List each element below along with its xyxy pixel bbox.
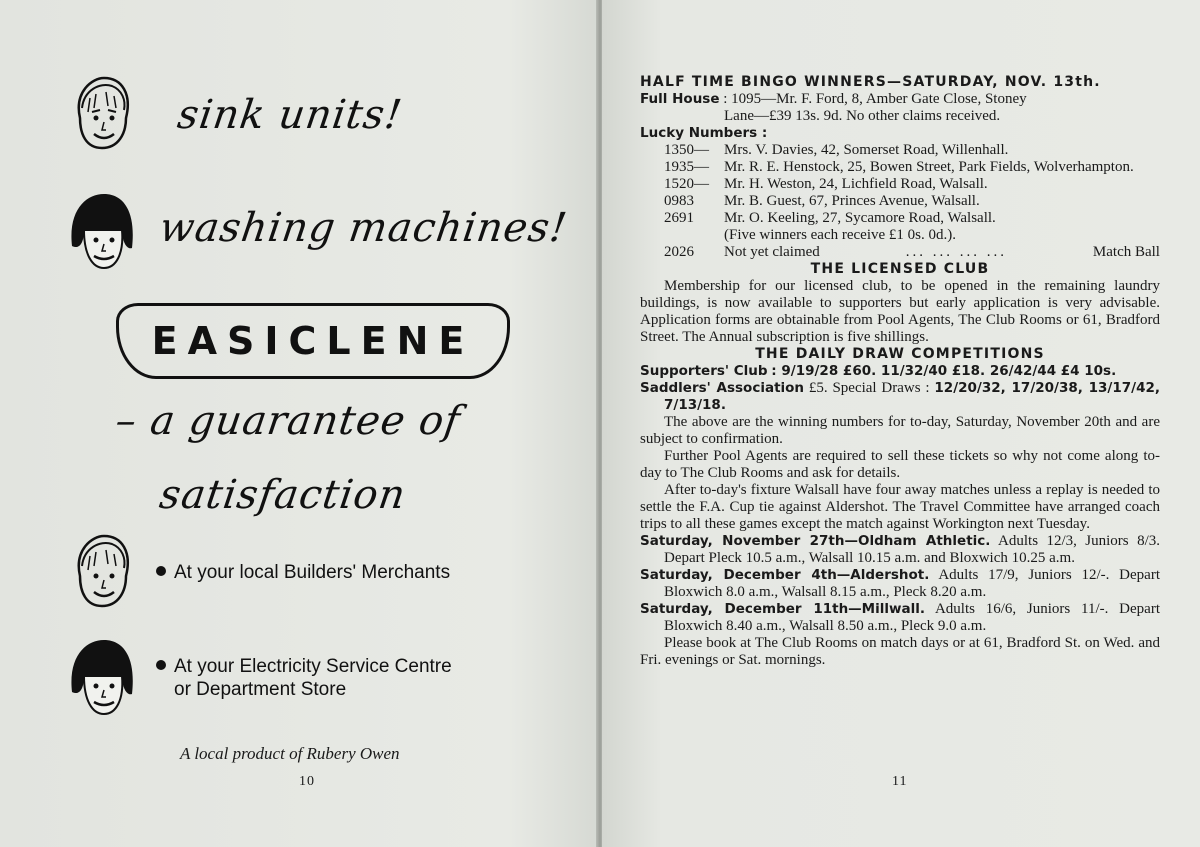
saddlers-text: £5. Special Draws :	[808, 380, 930, 396]
bullet-text: or Department Store	[174, 679, 347, 700]
lucky-winner: Mr. H. Weston, 24, Lichfield Road, Walsall.	[724, 176, 988, 192]
leader-dots: ... ... ... ...	[905, 244, 1007, 260]
draw-heading: THE DAILY DRAW COMPETITIONS	[755, 346, 1045, 362]
lucky-numbers-list	[640, 142, 1160, 261]
lucky-winner: Mr. B. Guest, 67, Princes Avenue, Walsall.	[724, 193, 980, 209]
paragraph: The above are the winning numbers for to-day, Saturday, November 20th and are subject to confirmation.	[640, 414, 1160, 447]
right-page-text	[640, 74, 1160, 669]
full-house-label: Full House	[640, 91, 720, 107]
full-house-continued: Lane—£39 13s. 9d. No other claims received.	[724, 108, 1001, 124]
slogan-line-3: – a guarantee of	[112, 398, 464, 444]
full-house-text: : 1095—Mr. F. Ford, 8, Amber Gate Close, Stoney	[723, 91, 1027, 107]
lucky-number: 1350—	[664, 142, 709, 158]
lucky-winner: Mr. O. Keeling, 27, Sycamore Road, Walsall.	[724, 210, 996, 226]
list-item	[664, 193, 1160, 210]
face-dark-hair-icon	[66, 636, 138, 718]
lucky-numbers-label: Lucky Numbers :	[640, 125, 768, 141]
lucky-winner: Mr. R. E. Henstock, 25, Bowen Street, Park Fields, Wolverhampton.	[724, 159, 1134, 175]
supporters-label: Supporters' Club	[640, 363, 768, 379]
slogan-line-1: sink units!	[174, 92, 406, 138]
bullet-store	[174, 679, 346, 701]
coach-trip-oldham	[640, 533, 1160, 567]
trip-label: Saturday, December 4th—Aldershot.	[640, 567, 930, 583]
trip-text: Adults 17/9, Juniors 12/-. Depart Bloxwich 8.0 a.m., Walsall 8.15 a.m., Pleck 8.20 a.m.	[664, 567, 1160, 600]
page-number-left: 10	[299, 774, 315, 789]
lucky-number: 0983	[664, 193, 694, 209]
list-item	[664, 244, 1160, 261]
left-page	[0, 0, 598, 847]
paragraph: Further Pool Agents are required to sell these tickets so why not come along to-day to The Club Rooms and ask for details.	[640, 448, 1160, 481]
lucky-winner: Not yet claimed	[724, 244, 820, 260]
lucky-number: 2026	[664, 244, 694, 260]
club-text: Membership for our licensed club, to be opened in the remaining laundry buildings, is now available to supporters but early application is very advisable. Application forms are obtainable from Pool Agents, The Club Rooms or 61, Bradford Street. The Annual subscription is five shillings.	[640, 278, 1160, 345]
lucky-prize: Match Ball	[1092, 244, 1160, 260]
list-item	[664, 227, 1160, 244]
page-number-right: 11	[892, 774, 908, 789]
coach-trip-aldershot	[640, 567, 1160, 601]
trip-text: Adults 12/3, Juniors 8/3. Depart Pleck 10.5 a.m., Walsall 10.15 a.m. and Bloxwich 10.25 a.m.	[664, 533, 1160, 566]
list-item	[664, 142, 1160, 159]
slogan-line-4: satisfaction	[156, 472, 409, 518]
lucky-number: 2691	[664, 210, 694, 226]
brand-name: EASICLENE	[151, 319, 475, 363]
saddlers-label: Saddlers' Association	[640, 380, 805, 396]
saddlers-numbers: 12/20/32, 17/20/38, 13/17/42, 7/13/18.	[664, 380, 1160, 413]
bingo-heading: HALF TIME BINGO WINNERS—SATURDAY, NOV. 13th.	[640, 74, 1101, 90]
lucky-note: (Five winners each receive £1 0s. 0d.).	[724, 227, 957, 243]
lucky-winner: Mrs. V. Davies, 42, Somerset Road, Willenhall.	[724, 142, 1009, 158]
trip-label: Saturday, December 11th—Millwall.	[640, 601, 925, 617]
lucky-number: 1520—	[664, 176, 709, 192]
list-item	[664, 159, 1160, 176]
manufacturer-credit: A local product of Rubery Owen	[180, 744, 400, 763]
bullet-icon	[156, 660, 166, 670]
paragraph: Please book at The Club Rooms on match days or at 61, Bradford St. on Wed. and Fri. evenings or Sat. mornings.	[640, 635, 1160, 668]
bullet-text: At your Electricity Service Centre	[174, 656, 452, 677]
bullet-electricity	[156, 656, 452, 678]
face-light-hair-icon	[66, 530, 138, 612]
paragraph: After to-day's fixture Walsall have four away matches unless a replay is needed to settle the F.A. Cup tie against Aldershot. The Travel Committee have arranged coach trips to all these games except the match against Workington next Tuesday.	[640, 482, 1160, 532]
face-light-hair-icon	[66, 72, 138, 154]
trip-text: Adults 16/6, Juniors 11/-. Depart Bloxwich 8.40 a.m., Walsall 8.50 a.m., Pleck 9.0 a.m.	[664, 601, 1160, 634]
face-dark-hair-icon	[66, 190, 138, 272]
coach-trip-millwall	[640, 601, 1160, 635]
bullet-builders	[156, 562, 450, 584]
club-heading: THE LICENSED CLUB	[810, 261, 990, 277]
bullet-text: At your local Builders' Merchants	[174, 562, 451, 583]
slogan-line-2: washing machines!	[156, 205, 571, 251]
supporters-numbers: : 9/19/28 £60. 11/32/40 £18. 26/42/44 £4 10s.	[771, 363, 1117, 379]
list-item	[664, 210, 1160, 227]
list-item	[664, 176, 1160, 193]
brand-logo	[116, 303, 510, 379]
trip-label: Saturday, November 27th—Oldham Athletic.	[640, 533, 991, 549]
lucky-number: 1935—	[664, 159, 709, 175]
bullet-icon	[156, 566, 166, 576]
